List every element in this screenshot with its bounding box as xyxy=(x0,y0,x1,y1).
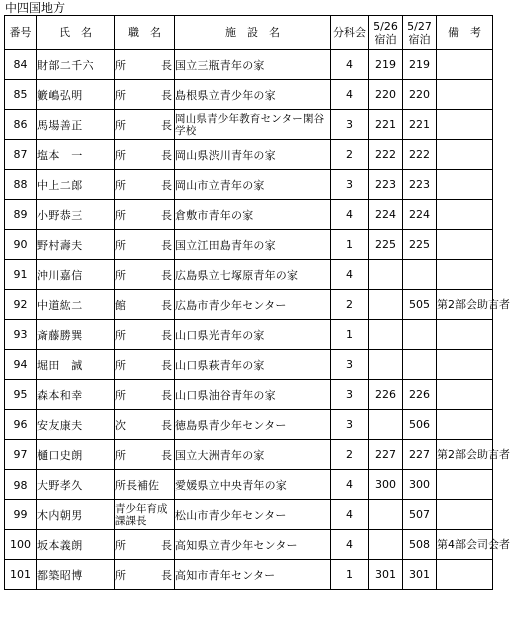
cell-title-text: 所 長 xyxy=(115,118,172,132)
cell-stay-27-text: 221 xyxy=(409,118,430,131)
cell-section xyxy=(331,290,369,320)
cell-stay-27 xyxy=(403,260,437,290)
cell-stay-26 xyxy=(369,80,403,110)
header-title: 職 名 xyxy=(115,16,175,50)
cell-no xyxy=(5,500,37,530)
cell-facility-text: 高知市青年センター xyxy=(175,568,276,582)
cell-facility xyxy=(175,530,331,560)
cell-section-text: 4 xyxy=(346,58,353,71)
cell-no-text: 97 xyxy=(13,448,28,461)
cell-no-text: 98 xyxy=(13,479,28,492)
cell-no-text: 88 xyxy=(13,178,28,191)
cell-section-text: 3 xyxy=(346,388,353,401)
cell-section-text: 4 xyxy=(346,268,353,281)
cell-no-text: 93 xyxy=(13,328,28,341)
cell-stay-27 xyxy=(403,530,437,560)
cell-facility-text: 島根県立青少年の家 xyxy=(175,88,276,102)
cell-facility xyxy=(175,260,331,290)
cell-section-text: 4 xyxy=(346,208,353,221)
cell-facility-text: 倉敷市青年の家 xyxy=(175,208,254,222)
cell-stay-26-text: 220 xyxy=(375,88,396,101)
cell-title-text: 館 長 xyxy=(115,298,172,312)
cell-section xyxy=(331,230,369,260)
cell-facility-text: 国立江田島青年の家 xyxy=(175,238,276,252)
table-row xyxy=(5,500,493,530)
cell-title xyxy=(115,230,175,260)
cell-no xyxy=(5,230,37,260)
cell-no-text: 90 xyxy=(13,238,28,251)
cell-facility xyxy=(175,560,331,590)
cell-section xyxy=(331,410,369,440)
cell-section-text: 1 xyxy=(346,568,353,581)
cell-notes xyxy=(437,410,493,440)
cell-name-text: 都築昭博 xyxy=(37,568,83,582)
cell-title-text: 次 長 xyxy=(115,418,172,432)
cell-facility xyxy=(175,140,331,170)
cell-title-text: 所 長 xyxy=(115,388,172,402)
cell-stay-26-text: 219 xyxy=(375,58,396,71)
cell-title xyxy=(115,290,175,320)
cell-stay-26-text: 223 xyxy=(375,178,396,191)
cell-section-text: 1 xyxy=(346,238,353,251)
cell-section xyxy=(331,470,369,500)
cell-name-text: 樋口史朗 xyxy=(37,448,83,462)
cell-stay-27 xyxy=(403,560,437,590)
cell-no xyxy=(5,470,37,500)
cell-title-text: 所 長 xyxy=(115,358,172,372)
cell-no-text: 86 xyxy=(13,118,28,131)
cell-name xyxy=(37,260,115,290)
table-row xyxy=(5,50,493,80)
cell-no xyxy=(5,110,37,140)
cell-stay-26-text: 301 xyxy=(375,568,396,581)
cell-stay-26 xyxy=(369,440,403,470)
table-row xyxy=(5,410,493,440)
cell-facility xyxy=(175,470,331,500)
cell-no xyxy=(5,410,37,440)
table-row xyxy=(5,230,493,260)
cell-stay-27 xyxy=(403,80,437,110)
header-section: 分科会 xyxy=(331,16,369,50)
cell-no xyxy=(5,200,37,230)
cell-no xyxy=(5,50,37,80)
cell-stay-26-text: 225 xyxy=(375,238,396,251)
cell-stay-26 xyxy=(369,140,403,170)
table-row xyxy=(5,560,493,590)
cell-facility-text: 岡山県渋川青年の家 xyxy=(175,148,276,162)
cell-no-text: 89 xyxy=(13,208,28,221)
cell-stay-26 xyxy=(369,200,403,230)
cell-facility xyxy=(175,200,331,230)
cell-title xyxy=(115,170,175,200)
cell-no-text: 92 xyxy=(13,298,28,311)
cell-section-text: 4 xyxy=(346,88,353,101)
cell-name-text: 中道紘二 xyxy=(37,298,83,312)
cell-title-text: 所 長 xyxy=(115,178,172,192)
cell-facility-text: 広島県立七塚原青年の家 xyxy=(175,268,299,282)
cell-section-text: 3 xyxy=(346,178,353,191)
cell-facility xyxy=(175,500,331,530)
cell-no xyxy=(5,350,37,380)
cell-notes xyxy=(437,170,493,200)
cell-name xyxy=(37,140,115,170)
cell-name-text: 斎藤勝巽 xyxy=(37,328,83,342)
cell-stay-27 xyxy=(403,200,437,230)
cell-notes xyxy=(437,140,493,170)
cell-title-text: 所 長 xyxy=(115,538,172,552)
cell-facility xyxy=(175,50,331,80)
cell-name-text: 財部二千六 xyxy=(37,58,94,72)
cell-facility xyxy=(175,410,331,440)
cell-name xyxy=(37,470,115,500)
cell-facility-text: 岡山市立青年の家 xyxy=(175,178,265,192)
cell-name xyxy=(37,530,115,560)
cell-title xyxy=(115,560,175,590)
cell-stay-27-text: 219 xyxy=(409,58,430,71)
cell-section xyxy=(331,320,369,350)
cell-no xyxy=(5,560,37,590)
cell-stay-27 xyxy=(403,500,437,530)
region-title: 中四国地方 xyxy=(5,1,66,15)
cell-stay-26 xyxy=(369,110,403,140)
cell-notes xyxy=(437,290,510,320)
cell-section-text: 1 xyxy=(346,328,353,341)
cell-no xyxy=(5,290,37,320)
cell-facility xyxy=(175,290,331,320)
cell-section-text: 4 xyxy=(346,478,353,491)
table-header-row xyxy=(5,16,493,50)
cell-section xyxy=(331,500,369,530)
cell-stay-26 xyxy=(369,560,403,590)
cell-stay-27 xyxy=(403,350,437,380)
header-stay-26: 5/26宿泊 xyxy=(369,16,403,50)
cell-name-text: 坂本義朗 xyxy=(37,538,83,552)
cell-no-text: 95 xyxy=(13,388,28,401)
cell-section xyxy=(331,80,369,110)
cell-title-text: 所 長 xyxy=(115,268,172,282)
cell-title-text: 所長補佐 xyxy=(115,478,159,492)
cell-section-text: 3 xyxy=(346,118,353,131)
cell-stay-26 xyxy=(369,530,403,560)
cell-facility-text: 岡山県青少年教育センター閑谷学校 xyxy=(175,112,325,137)
cell-stay-27-text: 507 xyxy=(409,508,430,521)
cell-facility-text: 山口県萩青年の家 xyxy=(175,358,265,372)
cell-stay-26 xyxy=(369,260,403,290)
cell-notes xyxy=(437,80,493,110)
cell-stay-26-text: 222 xyxy=(375,148,396,161)
table-row xyxy=(5,320,493,350)
cell-stay-27 xyxy=(403,470,437,500)
cell-section xyxy=(331,440,369,470)
cell-title xyxy=(115,350,175,380)
cell-stay-27 xyxy=(403,230,437,260)
cell-name-text: 木内朝男 xyxy=(37,508,83,522)
cell-no xyxy=(5,260,37,290)
cell-facility xyxy=(175,80,331,110)
cell-title xyxy=(115,500,175,530)
table-row xyxy=(5,170,493,200)
table-row xyxy=(5,440,493,470)
cell-no-text: 91 xyxy=(13,268,28,281)
table-row xyxy=(5,110,493,140)
cell-name xyxy=(37,290,115,320)
cell-title xyxy=(115,380,175,410)
cell-name-text: 安友康夫 xyxy=(37,418,83,432)
cell-section xyxy=(331,560,369,590)
cell-no-text: 87 xyxy=(13,148,28,161)
cell-name xyxy=(37,350,115,380)
cell-section-text: 2 xyxy=(346,448,353,461)
cell-stay-26 xyxy=(369,320,403,350)
cell-stay-27-text: 223 xyxy=(409,178,430,191)
table-row xyxy=(5,260,493,290)
cell-stay-27-text: 222 xyxy=(409,148,430,161)
cell-no xyxy=(5,140,37,170)
cell-title xyxy=(115,440,175,470)
cell-section xyxy=(331,530,369,560)
cell-name xyxy=(37,320,115,350)
cell-facility-text: 高知県立青少年センター xyxy=(175,538,298,552)
header-no: 番号 xyxy=(5,16,37,50)
cell-stay-26 xyxy=(369,170,403,200)
cell-facility xyxy=(175,230,331,260)
cell-title-text: 所 長 xyxy=(115,148,172,162)
cell-facility-text: 山口県光青年の家 xyxy=(175,328,265,342)
cell-stay-27-text: 225 xyxy=(409,238,430,251)
table-row xyxy=(5,290,493,320)
cell-no xyxy=(5,80,37,110)
cell-section xyxy=(331,200,369,230)
cell-name xyxy=(37,50,115,80)
cell-stay-26-text: 300 xyxy=(375,478,396,491)
cell-stay-27-text: 227 xyxy=(409,448,430,461)
cell-stay-27-text: 220 xyxy=(409,88,430,101)
cell-section xyxy=(331,170,369,200)
cell-notes xyxy=(437,350,493,380)
cell-notes xyxy=(437,530,510,560)
cell-title xyxy=(115,530,175,560)
table-row xyxy=(5,530,493,560)
table-body xyxy=(5,50,510,590)
cell-facility xyxy=(175,170,331,200)
cell-stay-26 xyxy=(369,350,403,380)
table-row xyxy=(5,380,493,410)
cell-stay-26 xyxy=(369,410,403,440)
cell-notes-text: 第2部会助言者 xyxy=(437,448,510,461)
cell-name-text: 中上二郎 xyxy=(37,178,83,192)
cell-title xyxy=(115,80,175,110)
cell-no-text: 96 xyxy=(13,418,28,431)
cell-name-text: 沖川嘉信 xyxy=(37,268,83,282)
cell-name-text: 塩本 一 xyxy=(37,148,83,162)
cell-title-text: 所 長 xyxy=(115,568,172,582)
cell-name xyxy=(37,560,115,590)
cell-section-text: 2 xyxy=(346,148,353,161)
cell-stay-27 xyxy=(403,140,437,170)
cell-stay-26 xyxy=(369,50,403,80)
cell-no xyxy=(5,440,37,470)
table-row xyxy=(5,140,493,170)
cell-facility xyxy=(175,440,331,470)
cell-name xyxy=(37,410,115,440)
cell-stay-27 xyxy=(403,170,437,200)
cell-title-text: 所 長 xyxy=(115,328,172,342)
table-row xyxy=(5,470,493,500)
table-row xyxy=(5,80,493,110)
cell-section-text: 4 xyxy=(346,508,353,521)
cell-name xyxy=(37,230,115,260)
cell-stay-26-text: 226 xyxy=(375,388,396,401)
cell-name xyxy=(37,110,115,140)
cell-stay-26 xyxy=(369,500,403,530)
header-facility: 施 設 名 xyxy=(175,16,331,50)
cell-section xyxy=(331,140,369,170)
cell-notes xyxy=(437,50,493,80)
cell-no-text: 101 xyxy=(10,568,31,581)
cell-stay-27-text: 301 xyxy=(409,568,430,581)
cell-section-text: 4 xyxy=(346,538,353,551)
cell-facility xyxy=(175,110,331,140)
cell-notes xyxy=(437,440,510,470)
cell-title-text: 所 長 xyxy=(115,208,172,222)
cell-no xyxy=(5,530,37,560)
cell-stay-26-text: 221 xyxy=(375,118,396,131)
cell-facility xyxy=(175,350,331,380)
cell-stay-26 xyxy=(369,290,403,320)
cell-stay-27 xyxy=(403,290,437,320)
cell-facility-text: 愛媛県立中央青年の家 xyxy=(175,478,287,492)
participant-table xyxy=(4,15,510,590)
cell-name-text: 籔嶋弘明 xyxy=(37,88,83,102)
cell-facility-text: 広島市青少年センター xyxy=(175,298,287,312)
cell-no-text: 100 xyxy=(10,538,31,551)
cell-notes xyxy=(437,560,493,590)
cell-stay-27 xyxy=(403,440,437,470)
cell-section-text: 3 xyxy=(346,358,353,371)
cell-section-text: 2 xyxy=(346,298,353,311)
header-notes: 備 考 xyxy=(437,16,493,50)
cell-title xyxy=(115,260,175,290)
table-row xyxy=(5,350,493,380)
cell-stay-26 xyxy=(369,380,403,410)
cell-title-text: 所 長 xyxy=(115,238,172,252)
cell-name-text: 野村壽夫 xyxy=(37,238,83,252)
cell-name-text: 大野孝久 xyxy=(37,478,83,492)
cell-section xyxy=(331,380,369,410)
cell-stay-26 xyxy=(369,470,403,500)
cell-facility-text: 国立三瓶青年の家 xyxy=(175,58,265,72)
cell-stay-27-text: 505 xyxy=(409,298,430,311)
cell-title xyxy=(115,110,175,140)
cell-stay-27 xyxy=(403,410,437,440)
cell-name xyxy=(37,200,115,230)
cell-section xyxy=(331,350,369,380)
cell-facility-text: 徳島県青少年センター xyxy=(175,418,287,432)
cell-title-text: 所 長 xyxy=(115,88,172,102)
cell-notes xyxy=(437,500,493,530)
cell-stay-27 xyxy=(403,50,437,80)
cell-no xyxy=(5,320,37,350)
cell-facility xyxy=(175,380,331,410)
cell-stay-27-text: 226 xyxy=(409,388,430,401)
cell-name xyxy=(37,80,115,110)
cell-stay-27-text: 508 xyxy=(409,538,430,551)
cell-name-text: 堀田 誠 xyxy=(37,358,83,372)
cell-stay-26-text: 227 xyxy=(375,448,396,461)
cell-no-text: 85 xyxy=(13,88,28,101)
cell-name xyxy=(37,500,115,530)
cell-notes xyxy=(437,470,493,500)
cell-stay-27-text: 506 xyxy=(409,418,430,431)
cell-title-text: 所 長 xyxy=(115,448,172,462)
cell-stay-26 xyxy=(369,230,403,260)
cell-name xyxy=(37,440,115,470)
cell-name-text: 小野恭三 xyxy=(37,208,83,222)
cell-facility-text: 国立大洲青年の家 xyxy=(175,448,265,462)
table-row xyxy=(5,200,493,230)
cell-name-text: 森本和幸 xyxy=(37,388,83,402)
cell-section xyxy=(331,50,369,80)
cell-notes-text: 第2部会助言者 xyxy=(437,298,510,311)
cell-notes xyxy=(437,230,493,260)
cell-section-text: 3 xyxy=(346,418,353,431)
header-stay-27: 5/27宿泊 xyxy=(403,16,437,50)
cell-section xyxy=(331,110,369,140)
cell-notes xyxy=(437,260,493,290)
cell-name xyxy=(37,380,115,410)
cell-title xyxy=(115,320,175,350)
cell-title xyxy=(115,410,175,440)
cell-no-text: 94 xyxy=(13,358,28,371)
cell-notes xyxy=(437,110,493,140)
cell-title xyxy=(115,140,175,170)
cell-section xyxy=(331,260,369,290)
cell-title xyxy=(115,50,175,80)
header-name: 氏 名 xyxy=(37,16,115,50)
cell-facility-text: 松山市青少年センター xyxy=(175,508,287,522)
cell-stay-27-text: 224 xyxy=(409,208,430,221)
cell-notes xyxy=(437,320,493,350)
cell-notes xyxy=(437,380,493,410)
cell-facility-text: 山口県油谷青年の家 xyxy=(175,388,276,402)
cell-name xyxy=(37,170,115,200)
cell-stay-27-text: 300 xyxy=(409,478,430,491)
cell-stay-26-text: 224 xyxy=(375,208,396,221)
cell-no xyxy=(5,170,37,200)
cell-name-text: 馬場善正 xyxy=(37,118,83,132)
cell-no-text: 99 xyxy=(13,508,28,521)
cell-title xyxy=(115,470,175,500)
cell-no-text: 84 xyxy=(13,58,28,71)
cell-stay-27 xyxy=(403,320,437,350)
cell-stay-27 xyxy=(403,110,437,140)
cell-notes xyxy=(437,200,493,230)
cell-title-text: 青少年育成課課長 xyxy=(115,502,168,527)
cell-facility xyxy=(175,320,331,350)
cell-stay-27 xyxy=(403,380,437,410)
cell-title-text: 所 長 xyxy=(115,58,172,72)
cell-title xyxy=(115,200,175,230)
cell-no xyxy=(5,380,37,410)
cell-notes-text: 第4部会司会者 xyxy=(437,538,510,551)
